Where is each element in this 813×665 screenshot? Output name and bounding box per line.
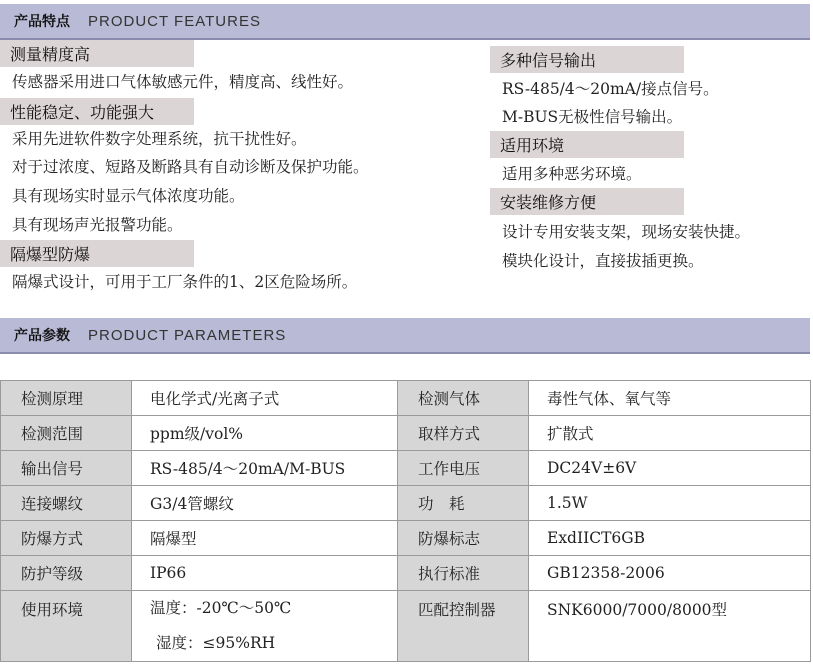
feature-tag-stability: 性能稳定、功能强大 [0,98,194,125]
feature-line: 设计专用安装支架，现场安装快捷。 [502,223,751,241]
param-value: RS-485/4～20mA/M-BUS [132,451,398,486]
table-row [1,591,811,662]
feature-line: 适用多种恶劣环境。 [502,165,642,183]
feature-line: 传感器采用进口气体敏感元件，精度高、线性好。 [12,73,354,91]
param-label: 检测气体 [398,381,529,416]
param-value: 扩散式 [529,416,811,451]
param-label: 防爆标志 [398,521,529,556]
param-label: 检测范围 [1,416,132,451]
param-label: 匹配控制器 [398,591,529,662]
param-label: 防爆方式 [1,521,132,556]
temperature-range: 温度：-20℃～50℃ [150,599,292,617]
param-value: SNK6000/7000/8000型 [529,591,811,662]
param-label: 防护等级 [1,556,132,591]
features-header [0,4,810,40]
param-label: 功 耗 [398,486,529,521]
feature-line: 隔爆式设计，可用于工厂条件的1、2区危险场所。 [12,273,358,291]
feature-tag-signal-output: 多种信号输出 [490,46,684,73]
param-label: 取样方式 [398,416,529,451]
param-value: GB12358-2006 [529,556,811,591]
table-row [1,416,811,451]
humidity-range: 湿度：≤95%RH [156,634,276,652]
features-header-en: PRODUCT FEATURES [88,12,261,30]
table-row [1,556,811,591]
param-value: IP66 [132,556,398,591]
feature-line: 采用先进软件数字处理系统，抗干扰性好。 [12,130,307,148]
param-value: 电化学式/光离子式 [132,381,398,416]
param-value-environment [132,591,398,662]
feature-line: 对于过浓度、短路及断路具有自动诊断及保护功能。 [12,158,369,176]
feature-line: 具有现场实时显示气体浓度功能。 [12,187,245,205]
param-value: G3/4管螺纹 [132,486,398,521]
table-row [1,486,811,521]
param-value: DC24V±6V [529,451,811,486]
parameters-table [0,380,811,662]
param-value: 隔爆型 [132,521,398,556]
feature-tag-explosion-proof: 隔爆型防爆 [0,240,194,267]
param-label: 检测原理 [1,381,132,416]
parameters-header-cn: 产品参数 [14,328,70,344]
table-row [1,521,811,556]
param-value: ExdIICT6GB [529,521,811,556]
param-label: 执行标准 [398,556,529,591]
param-label: 工作电压 [398,451,529,486]
feature-line: 具有现场声光报警功能。 [12,216,183,234]
table-row [1,381,811,416]
parameters-header [0,318,810,354]
parameters-header-en: PRODUCT PARAMETERS [88,326,287,344]
param-value: 1.5W [529,486,811,521]
table-row [1,451,811,486]
param-label: 连接螺纹 [1,486,132,521]
feature-line: RS-485/4～20mA/接点信号。 [502,80,719,98]
features-header-cn: 产品特点 [14,14,70,30]
param-value: 毒性气体、氧气等 [529,381,811,416]
feature-line: 模块化设计，直接拔插更换。 [502,252,704,270]
param-label: 输出信号 [1,451,132,486]
feature-tag-accuracy: 测量精度高 [0,40,194,67]
feature-tag-installation: 安装维修方便 [490,188,684,215]
feature-line: M-BUS无极性信号输出。 [502,108,683,126]
feature-tag-environment: 适用环境 [490,131,684,158]
param-value: ppm级/vol% [132,416,398,451]
param-label: 使用环境 [1,591,132,662]
